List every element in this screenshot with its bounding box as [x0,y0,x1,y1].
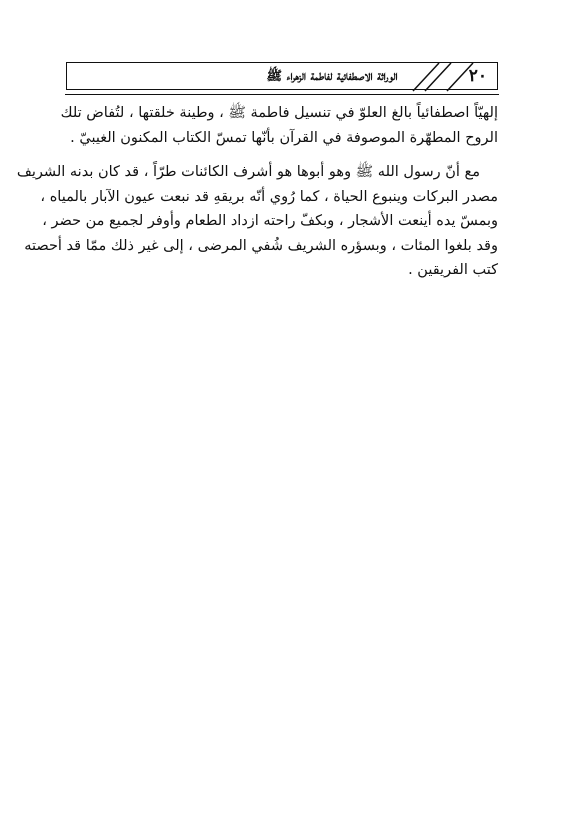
text-line: وقد بلغوا المئات ، وبسؤره الشريف شُفي المرضى ، إلى غير ذلك ممّا قد أحصته [24,237,498,254]
text-line: مصدر البركات وينبوع الحياة ، كما رُوي أنّه بريقهِ قد نبعت عيون الآبار بالمياه ، [40,188,498,205]
text-line: كتب الفريقين . [408,262,498,278]
body-text [16,101,498,283]
running-header [66,62,498,90]
text-line: إلهيّاً اصطفائياً بالغ العلوّ في تنسيل فاطمة ﷺ ، وطينة خلقتها ، لتُفاض تلك [60,105,498,121]
running-title: الوراثة الاصطفائية لفاطمة الزهراء ﷺ [266,69,398,84]
text-line: الروح المطهّرة الموصوفة في القرآن بأنّها تمسّ الكتاب المكنون الغيبيّ . [70,129,498,146]
text-line: وبمسّ يده أينعت الأشجار ، وبكفّ راحته ازداد الطعام وأوفر لجميع من حضر ، [42,213,498,229]
paragraph-2 [16,160,498,283]
text-line: مع أنّ رسول الله ﷺ وهو أبوها هو أشرف الكائنات طرّاً ، قد كان بدنه الشريف [16,164,480,180]
paragraph-1 [60,101,498,150]
page-number: ٢٠ [468,66,487,86]
header-underline [65,94,499,95]
